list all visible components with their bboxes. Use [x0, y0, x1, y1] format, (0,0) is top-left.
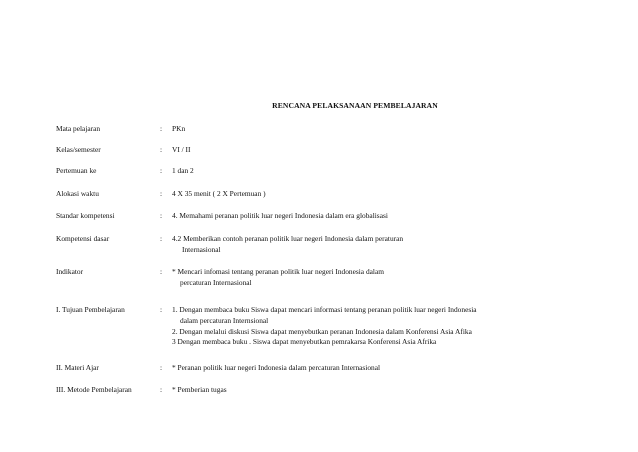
- field-value-line: 3 Dengan membaca buku . Siswa dapat menyebutkan pemrakarsa Konferensi Asia Afrika: [172, 337, 437, 347]
- field-value-line: 4. Memahami peranan politik luar negeri Indonesia dalam era globalisasi: [172, 211, 388, 220]
- field-value-line: 1 dan 2: [172, 166, 194, 175]
- field-value-line: * Peranan politik luar negeri Indonesia dalam percaturan Internasional: [172, 363, 381, 372]
- field-colon: :: [160, 189, 163, 198]
- field-label: Kompetensi dasar: [56, 234, 110, 243]
- field-colon: :: [160, 267, 163, 276]
- field-value-line: * Pemberian tugas: [172, 385, 227, 394]
- field-value-line: Internasional: [182, 244, 221, 254]
- field-label: Standar kompetensi: [56, 211, 115, 220]
- field-label: III. Metode Pembelajaran: [56, 385, 132, 394]
- field-value-line: 2. Dengan melalui diskusi Siswa dapat menyebutkan peranan Indonesia dalam Konferensi Asia Afika: [172, 326, 472, 336]
- field-colon: :: [160, 211, 163, 220]
- field-colon: :: [160, 363, 163, 372]
- document-title: RENCANA PELAKSANAAN PEMBELAJARAN: [272, 101, 438, 110]
- field-value-line: * Mencari infomasi tentang peranan politik luar negeri Indonesia dalam: [172, 267, 384, 276]
- field-colon: :: [160, 124, 163, 133]
- field-value: [172, 211, 612, 222]
- field-label: Mata pelajaran: [56, 124, 101, 133]
- field-value: [172, 124, 612, 135]
- field-colon: :: [160, 145, 163, 154]
- field-label: II. Materi Ajar: [56, 363, 99, 372]
- field-value-line: 4.2 Memberikan contoh peranan politik luar negeri Indonesia dalam peraturan: [172, 234, 404, 243]
- field-label: Pertemuan ke: [56, 166, 97, 175]
- field-value: [172, 385, 612, 396]
- field-value: [172, 234, 612, 256]
- field-value: [172, 189, 612, 200]
- field-label: I. Tujuan Pembelajaran: [56, 305, 125, 314]
- field-value-line: percaturan Internasional: [180, 277, 252, 287]
- field-label: Kelas/semester: [56, 145, 101, 154]
- field-label: Alokasi waktu: [56, 189, 99, 198]
- field-value-line: VI / II: [172, 145, 191, 154]
- field-colon: :: [160, 385, 163, 394]
- field-value-line: 4 X 35 menit ( 2 X Pertemuan ): [172, 189, 266, 198]
- field-value: [172, 363, 612, 374]
- field-value: [172, 166, 612, 177]
- field-value-line: dalam percaturan Internsional: [180, 315, 269, 325]
- field-colon: :: [160, 234, 163, 243]
- field-value-line: 1. Dengan membaca buku Siswa dapat mencari informasi tentang peranan politik luar negeri Indonesia: [172, 305, 477, 314]
- field-label: Indikator: [56, 267, 84, 276]
- field-value: [172, 145, 612, 156]
- field-colon: :: [160, 166, 163, 175]
- field-value: [172, 305, 612, 348]
- field-colon: :: [160, 305, 163, 314]
- field-value-line: PKn: [172, 124, 186, 133]
- field-value: [172, 267, 612, 289]
